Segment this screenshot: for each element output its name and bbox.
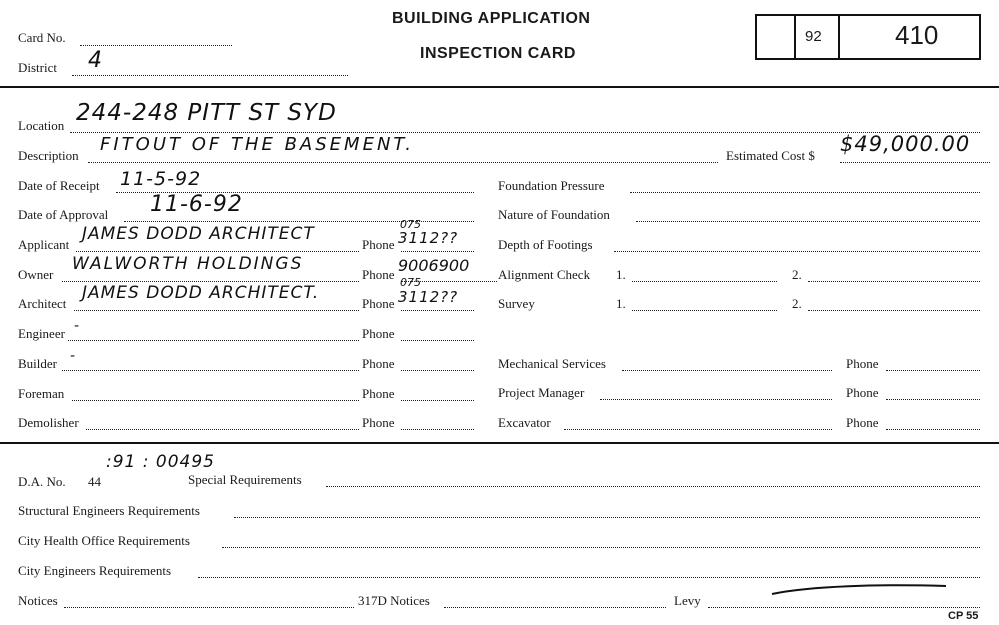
levy-field[interactable] — [708, 607, 980, 608]
applicant-phone-value: 3112?? — [398, 229, 459, 247]
engineer-label: Engineer — [18, 326, 65, 341]
foreman-field[interactable] — [72, 400, 359, 401]
header-divider — [0, 86, 999, 88]
city-engineers-label: City Engineers Requirements — [18, 563, 172, 578]
excavator-phone-field[interactable] — [886, 429, 980, 430]
notices-label: Notices — [18, 593, 58, 608]
estimated-cost-label: Estimated Cost $ — [726, 148, 815, 163]
depth-of-footings-field[interactable] — [614, 251, 980, 252]
district-label: District — [18, 60, 57, 75]
city-health-label: City Health Office Requirements — [18, 533, 190, 548]
demolisher-phone-label: Phone — [362, 415, 395, 430]
engineer-value: - — [74, 318, 81, 334]
architect-label: Architect — [18, 296, 67, 311]
alignment-check-field-2[interactable] — [808, 281, 980, 282]
da-no-label: D.A. No. — [18, 474, 66, 489]
demolisher-phone-field[interactable] — [401, 429, 474, 430]
date-of-approval-label: Date of Approval — [18, 207, 109, 222]
levy-label: Levy — [674, 593, 701, 608]
builder-label: Builder — [18, 356, 57, 371]
applicant-label: Applicant — [18, 237, 70, 252]
excavator-label: Excavator — [498, 415, 551, 430]
depth-of-footings-label: Depth of Footings — [498, 237, 593, 252]
architect-phone-label: Phone — [362, 296, 395, 311]
description-label: Description — [18, 148, 79, 163]
notices-317d-field[interactable] — [444, 607, 666, 608]
mechanical-services-phone-field[interactable] — [886, 370, 980, 371]
owner-field[interactable] — [62, 281, 359, 282]
card-no-field[interactable] — [80, 45, 232, 46]
applicant-field[interactable] — [76, 251, 359, 252]
location-label: Location — [18, 118, 65, 133]
location-value: 244-248 PITT ST SYD — [76, 100, 337, 126]
applicant-phone-label: Phone — [362, 237, 395, 252]
section-divider — [0, 442, 999, 444]
nature-of-foundation-label: Nature of Foundation — [498, 207, 610, 222]
date-of-receipt-value: 11-5-92 — [120, 168, 202, 190]
builder-phone-label: Phone — [362, 356, 395, 371]
engineer-field[interactable] — [68, 340, 359, 341]
levy-handwritten-stroke — [770, 580, 950, 600]
title-line1: BUILDING APPLICATION — [392, 10, 591, 27]
builder-value: - — [70, 348, 77, 364]
box-number: 410 — [895, 20, 939, 50]
architect-field[interactable] — [74, 310, 359, 311]
owner-phone-label: Phone — [362, 267, 395, 282]
alignment-check-field-1[interactable] — [632, 281, 777, 282]
structural-engineers-label: Structural Engineers Requirements — [18, 503, 200, 518]
project-manager-phone-label: Phone — [846, 385, 879, 400]
architect-phone-field[interactable] — [401, 310, 474, 311]
pen-mark — [398, 110, 408, 120]
survey-num2: 2. — [792, 296, 802, 311]
box-divider-1 — [794, 14, 796, 58]
date-of-approval-field[interactable] — [124, 221, 474, 222]
foundation-pressure-field[interactable] — [630, 192, 980, 193]
builder-field[interactable] — [62, 370, 359, 371]
demolisher-label: Demolisher — [18, 415, 79, 430]
architect-value: JAMES DODD ARCHITECT. — [82, 283, 320, 303]
date-of-approval-value: 11-6-92 — [150, 192, 243, 217]
alignment-check-num2: 2. — [792, 267, 802, 282]
foundation-pressure-label: Foundation Pressure — [498, 178, 605, 193]
city-engineers-field[interactable] — [198, 577, 980, 578]
applicant-phone-field[interactable] — [401, 251, 474, 252]
survey-num1: 1. — [616, 296, 626, 311]
owner-value: WALWORTH HOLDINGS — [72, 254, 304, 274]
notices-field[interactable] — [64, 607, 354, 608]
engineer-phone-field[interactable] — [401, 340, 474, 341]
alignment-check-label: Alignment Check — [498, 267, 591, 282]
card-number-box — [755, 14, 981, 60]
foreman-phone-field[interactable] — [401, 400, 474, 401]
da-value: :91 : 00495 — [106, 452, 215, 472]
project-manager-phone-field[interactable] — [886, 399, 980, 400]
owner-label: Owner — [18, 267, 54, 282]
applicant-phone-prefix: 075 — [400, 218, 421, 231]
da-prefix: 44 — [88, 474, 101, 489]
date-of-receipt-label: Date of Receipt — [18, 178, 100, 193]
architect-phone-value: 3112?? — [398, 288, 459, 306]
engineer-phone-label: Phone — [362, 326, 395, 341]
excavator-field[interactable] — [564, 429, 832, 430]
survey-label: Survey — [498, 296, 535, 311]
nature-of-foundation-field[interactable] — [636, 221, 980, 222]
mechanical-services-label: Mechanical Services — [498, 356, 606, 371]
estimated-cost-value: $49,000.00 — [840, 132, 971, 156]
description-value: FITOUT OF THE BASEMENT. — [100, 134, 414, 155]
box-prefix: 92 — [805, 28, 822, 45]
alignment-check-num1: 1. — [616, 267, 626, 282]
architect-phone-prefix: 075 — [400, 276, 421, 289]
project-manager-field[interactable] — [600, 399, 832, 400]
mechanical-services-phone-label: Phone — [846, 356, 879, 371]
builder-phone-field[interactable] — [401, 370, 474, 371]
title-line2: INSPECTION CARD — [420, 45, 576, 62]
box-divider-2 — [838, 14, 840, 58]
demolisher-field[interactable] — [86, 429, 359, 430]
district-field[interactable] — [72, 75, 348, 76]
estimated-cost-field[interactable] — [840, 162, 990, 163]
mechanical-services-field[interactable] — [622, 370, 832, 371]
excavator-phone-label: Phone — [846, 415, 879, 430]
project-manager-label: Project Manager — [498, 385, 585, 400]
foreman-phone-label: Phone — [362, 386, 395, 401]
description-field[interactable] — [88, 162, 718, 163]
foreman-label: Foreman — [18, 386, 65, 401]
structural-engineers-field[interactable] — [234, 517, 980, 518]
city-health-field[interactable] — [222, 547, 980, 548]
form-code: CP 55 — [948, 610, 979, 622]
special-requirements-field[interactable] — [326, 486, 980, 487]
applicant-value: JAMES DODD ARCHITECT — [82, 224, 315, 244]
owner-phone-value: 9006900 — [398, 256, 470, 275]
survey-field-1[interactable] — [632, 310, 777, 311]
district-value: 4 — [88, 48, 103, 73]
survey-field-2[interactable] — [808, 310, 980, 311]
notices-317d-label: 317D Notices — [358, 593, 430, 608]
special-requirements-label: Special Requirements — [188, 472, 302, 487]
card-no-label: Card No. — [18, 30, 66, 45]
